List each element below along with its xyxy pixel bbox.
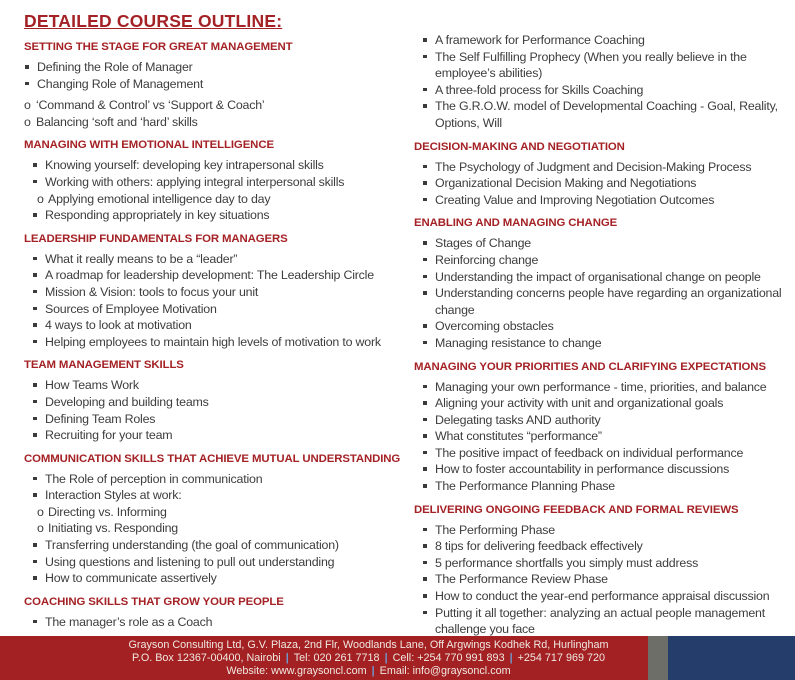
item-text: Initiating vs. Responding xyxy=(48,521,179,536)
item-text: How to foster accountability in performance discussions xyxy=(435,462,730,477)
item-text: What constitutes “performance” xyxy=(435,429,602,444)
circle-marker: o xyxy=(37,504,44,519)
item-text: Transferring understanding (the goal of communication) xyxy=(45,538,339,553)
item-text: The Performance Review Phase xyxy=(435,572,608,587)
course-section xyxy=(414,140,783,209)
item-text: Delegating tasks AND authority xyxy=(435,412,601,427)
item-text: Organizational Decision Making and Negotiations xyxy=(435,176,697,191)
separator-bar-icon: | xyxy=(285,651,289,664)
footer-text-segment: Website: www.graysoncl.com xyxy=(226,664,367,677)
list-item xyxy=(414,538,783,555)
list-item xyxy=(414,175,783,192)
footer-text-segment: Tel: 020 261 7718 xyxy=(293,651,380,664)
list-item xyxy=(24,317,392,334)
list-item xyxy=(24,267,392,284)
item-text: Aligning your activity with unit and organizational goals xyxy=(435,396,724,411)
footer-gray-stripe xyxy=(648,636,668,680)
item-text: The Role of perception in communication xyxy=(45,471,263,486)
footer-bar xyxy=(0,636,795,680)
course-section xyxy=(24,358,392,443)
list-item xyxy=(414,412,783,429)
item-text: Helping employees to maintain high levels of motivation to work xyxy=(45,334,381,349)
list-item xyxy=(24,554,392,571)
item-text: Interaction Styles at work: xyxy=(45,488,182,503)
item-text: Stages of Change xyxy=(435,236,531,251)
list-item xyxy=(414,445,783,462)
section-header: DECISION-MAKING AND NEGOTIATION xyxy=(414,140,625,153)
item-text: Responding appropriately in key situations xyxy=(45,208,270,223)
course-section xyxy=(414,216,783,351)
item-text: 8 tips for delivering feedback effectively xyxy=(435,539,643,554)
footer-text-segment: Cell: +254 770 991 893 xyxy=(392,651,505,664)
item-text: Understanding the impact of organisational change on people xyxy=(435,269,761,284)
section-header: MANAGING WITH EMOTIONAL INTELLIGENCE xyxy=(24,139,274,152)
footer-line xyxy=(95,652,642,665)
item-text: Managing resistance to change xyxy=(435,335,602,350)
footer-line xyxy=(95,639,642,652)
list-item xyxy=(24,284,392,301)
list-item xyxy=(24,504,392,521)
item-text: A three-fold process for Skills Coaching xyxy=(435,82,644,97)
list-item xyxy=(24,334,392,351)
item-text: Overcoming obstacles xyxy=(435,319,554,334)
separator-bar-icon: | xyxy=(509,651,513,664)
course-section xyxy=(414,503,783,636)
list-item xyxy=(24,76,392,93)
section-header: DELIVERING ONGOING FEEDBACK AND FORMAL REVIEWS xyxy=(414,503,739,516)
item-text: Mission & Vision: tools to focus your unit xyxy=(45,284,259,299)
item-text: How to conduct the year-end performance appraisal discussion xyxy=(435,589,770,604)
list-item xyxy=(24,301,392,318)
list-item xyxy=(414,395,783,412)
footer-text-segment: +254 717 969 720 xyxy=(517,651,605,664)
item-text: ‘Command & Control’ vs ‘Support & Coach’ xyxy=(36,98,265,113)
list-item xyxy=(24,487,392,504)
footer-navy-block xyxy=(668,636,795,680)
list-item xyxy=(414,192,783,209)
list-item xyxy=(24,537,392,554)
circle-marker: o xyxy=(37,191,44,206)
list-item xyxy=(24,59,392,76)
item-text: Defining the Role of Manager xyxy=(37,60,193,74)
section-header: SETTING THE STAGE FOR GREAT MANAGEMENT xyxy=(24,41,293,53)
list-item xyxy=(24,174,392,191)
list-item xyxy=(414,49,783,82)
course-section xyxy=(24,40,392,130)
left-column xyxy=(24,8,404,636)
item-text: Managing your own performance - time, priorities, and balance xyxy=(435,379,767,394)
list-item xyxy=(24,97,392,114)
course-section xyxy=(414,360,783,495)
list-item xyxy=(414,571,783,588)
list-item xyxy=(414,478,783,495)
item-text: Sources of Employee Motivation xyxy=(45,301,217,316)
left-sections xyxy=(24,40,401,630)
list-item xyxy=(24,570,392,587)
page-title: DETAILED COURSE OUTLINE: xyxy=(24,11,283,31)
item-text: What it really means to be a “leader” xyxy=(45,251,238,266)
section-header: TEAM MANAGEMENT SKILLS xyxy=(24,359,184,372)
item-text: Recruiting for your team xyxy=(45,428,173,443)
list-item xyxy=(24,411,392,428)
item-text: How to communicate assertively xyxy=(45,571,217,586)
circle-marker: o xyxy=(24,98,31,113)
item-text: A framework for Performance Coaching xyxy=(435,33,645,47)
list-item xyxy=(414,522,783,539)
section-header: ENABLING AND MANAGING CHANGE xyxy=(414,217,618,230)
right-column xyxy=(404,8,795,636)
item-text: Working with others: applying integral interpersonal skills xyxy=(45,174,345,189)
item-text: Balancing ‘soft and ‘hard’ skills xyxy=(36,114,198,129)
list-item xyxy=(414,32,783,49)
list-item xyxy=(414,269,783,286)
list-item xyxy=(414,605,783,636)
item-text: The Self Fulfilling Prophecy (When you really believe in the employee’s abilities) xyxy=(435,49,747,81)
list-item xyxy=(24,614,392,631)
item-text: Reinforcing change xyxy=(435,252,539,267)
list-item xyxy=(24,251,392,268)
list-item xyxy=(414,98,783,131)
list-item xyxy=(24,394,392,411)
course-section xyxy=(414,32,783,132)
list-item xyxy=(414,335,783,352)
list-item xyxy=(414,318,783,335)
right-sections xyxy=(414,32,783,636)
list-item xyxy=(414,588,783,605)
item-text: The Performance Planning Phase xyxy=(435,479,615,494)
list-item xyxy=(414,252,783,269)
list-item xyxy=(414,461,783,478)
item-text: Defining Team Roles xyxy=(45,411,156,426)
course-section xyxy=(24,452,401,587)
item-text: Changing Role of Management xyxy=(37,76,204,91)
circle-marker: o xyxy=(24,114,31,129)
item-text: The positive impact of feedback on individual performance xyxy=(435,445,744,460)
footer-text-segment: P.O. Box 12367-00400, Nairobi xyxy=(132,651,281,664)
list-item xyxy=(24,520,392,537)
list-item xyxy=(24,207,392,224)
separator-bar-icon: | xyxy=(371,664,375,677)
separator-bar-icon: | xyxy=(384,651,388,664)
course-section xyxy=(24,595,392,631)
item-text: 5 performance shortfalls you simply must address xyxy=(435,555,699,570)
course-section xyxy=(24,138,392,223)
list-item xyxy=(24,157,392,174)
list-item xyxy=(414,285,783,318)
list-item xyxy=(414,82,783,99)
item-text: A roadmap for leadership development: The Leadership Circle xyxy=(45,268,374,283)
list-item xyxy=(414,379,783,396)
item-text: How Teams Work xyxy=(45,378,139,393)
list-item xyxy=(24,191,392,208)
item-text: The Performing Phase xyxy=(435,522,555,537)
list-item xyxy=(414,428,783,445)
item-text: Using questions and listening to pull out understanding xyxy=(45,554,335,569)
item-text: Knowing yourself: developing key intrapersonal skills xyxy=(45,158,324,173)
list-item xyxy=(414,235,783,252)
item-text: 4 ways to look at motivation xyxy=(45,318,192,333)
section-header: COACHING SKILLS THAT GROW YOUR PEOPLE xyxy=(24,595,284,608)
section-header: COMMUNICATION SKILLS THAT ACHIEVE MUTUAL UNDERSTANDING xyxy=(24,452,401,465)
footer-text-segment: Grayson Consulting Ltd, G.V. Plaza, 2nd Flr, Woodlands Lane, Off Argwings Kodhek Rd, Hurlingham xyxy=(128,638,609,651)
section-header: LEADERSHIP FUNDAMENTALS FOR MANAGERS xyxy=(24,232,288,245)
item-text: The G.R.O.W. model of Developmental Coaching - Goal, Reality, Options, Will xyxy=(435,99,778,130)
list-item xyxy=(24,377,392,394)
section-header: MANAGING YOUR PRIORITIES AND CLARIFYING EXPECTATIONS xyxy=(414,360,766,373)
list-item xyxy=(24,471,392,488)
item-text: Understanding concerns people have regarding an organizational change xyxy=(435,286,782,317)
item-text: Putting it all together: analyzing an actual people management challenge you face xyxy=(435,605,765,636)
item-text: The manager’s role as a Coach xyxy=(45,614,213,629)
footer-contact-block xyxy=(0,636,648,680)
list-item xyxy=(24,114,392,131)
item-text: Developing and building teams xyxy=(45,394,209,409)
footer-line xyxy=(95,665,642,678)
item-text: Applying emotional intelligence day to day xyxy=(48,191,271,206)
circle-marker: o xyxy=(37,521,44,536)
course-section xyxy=(24,232,392,351)
item-text: Directing vs. Informing xyxy=(48,504,167,519)
item-text: Creating Value and Improving Negotiation Outcomes xyxy=(435,192,715,207)
list-item xyxy=(414,555,783,572)
list-item xyxy=(24,427,392,444)
list-item xyxy=(414,159,783,176)
item-text: The Psychology of Judgment and Decision-Making Process xyxy=(435,159,752,174)
footer-text-segment: Email: info@graysoncl.com xyxy=(379,664,511,677)
